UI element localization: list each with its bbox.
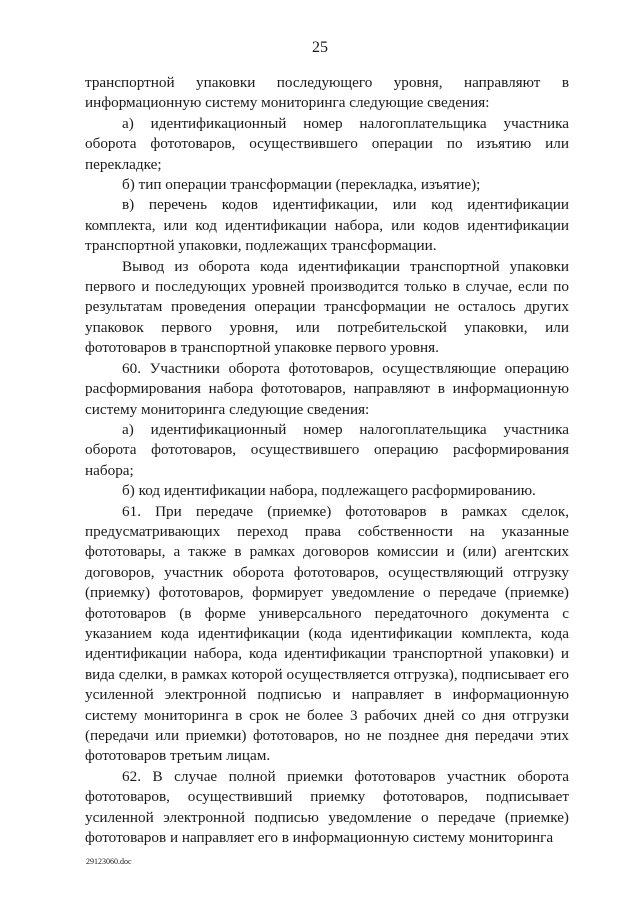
paragraph-clause-61: 61. При передаче (приемке) фототоваров в рамках сделок, предусматривающих переход права собственности на указанные фототовары, а также в рамках договоров комиссии и (или) агентских договоров, участник оборота фототоваров, осуществляющий отгрузку (приемку) фототоваров, формирует уведомление о передаче (приемке) фототоваров (в форме универсального передаточного документа с указанием кода идентификации (кода идентификации комплекта, кода идентификации набора, кода идентификации транспортной упаковки) и вида сделки, в рамках которой осуществляется отгрузка), подписывает его усиленной электронной подписью и направляет в информационную систему мониторинга в срок не более 3 рабочих дней со дня отгрузки (передачи или приемки) фототоваров, но не позднее дня передачи этих фототоваров третьим лицам. — [85, 502, 569, 765]
paragraph-item-b: б) тип операции трансформации (перекладка, изъятие); — [122, 176, 481, 194]
paragraph-clause-60-item-b: б) код идентификации набора, подлежащего расформированию. — [122, 482, 536, 500]
paragraph-clause-60-item-a: а) идентификационный номер налогоплательщика участника оборота фототоваров, осуществившего операцию расформирования набора; — [85, 420, 569, 479]
page-number: 25 — [312, 39, 328, 56]
paragraph-clause-62: 62. В случае полной приемки фототоваров участник оборота фототоваров, осуществивший приемку фототоваров, подписывает усиленной электронной подписью уведомление о передаче (приемке) фототоваров и направляет его в информационную систему мониторинга — [85, 767, 569, 847]
document-file-code: 29123060.doc — [86, 857, 132, 866]
paragraph-clause-60: 60. Участники оборота фототоваров, осуществляющие операцию расформирования набора фототоваров, направляют в информационную систему мониторинга следующие сведения: — [85, 359, 569, 418]
paragraph-continuation: транспортной упаковки последующего уровня, направляют в информационную систему мониторинга следующие сведения: — [85, 74, 569, 112]
document-body — [85, 73, 569, 848]
paragraph-item-a: а) идентификационный номер налогоплательщика участника оборота фототоваров, осуществившего операции по изъятию или перекладке; — [85, 114, 569, 173]
paragraph-withdrawal: Вывод из оборота кода идентификации транспортной упаковки первого и последующих уровней производится только в случае, если по результатам проведения операции трансформации не осталось других упаковок первого уровня, или потребительской упаковки, или фототоваров в транспортной упаковке первого уровня. — [85, 257, 569, 357]
paragraph-item-c: в) перечень кодов идентификации, или код идентификации комплекта, или код идентификации набора, или кодов идентификации транспортной упаковки, подлежащих трансформации. — [85, 196, 569, 255]
